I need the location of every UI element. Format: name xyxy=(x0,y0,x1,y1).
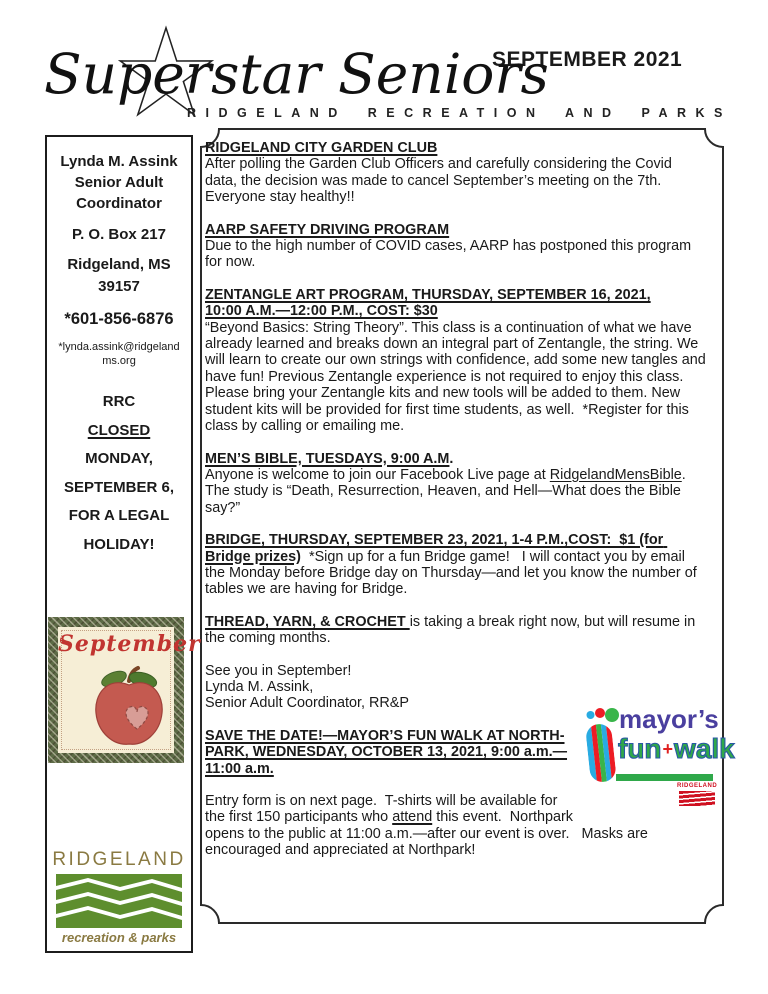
save-heading-line3: 11:00 a.m. xyxy=(205,760,274,777)
aarp-body: Due to the high number of COVID cases, AARP has postponed this program for now. xyxy=(205,238,696,271)
footprint-icon xyxy=(585,706,619,784)
funwalk-ridgeland-badge xyxy=(677,783,717,806)
funwalk-word-funwalk xyxy=(618,732,735,764)
ridgeland-logo-tagline: recreation & parks xyxy=(61,930,177,945)
ridgeland-waves-icon xyxy=(56,874,182,928)
ridgeland-logo-name: RIDGELAND xyxy=(52,849,186,870)
september-graphic xyxy=(48,617,201,763)
closure-notice xyxy=(47,393,191,564)
funwalk-plus-icon: + xyxy=(662,738,674,759)
issue-date: SEPTEMBER 2021 xyxy=(492,48,683,71)
closure-closed: CLOSED xyxy=(87,421,151,439)
mens-bible-body-pre: Anyone is welcome to join our Facebook Live page at xyxy=(205,466,550,483)
save-heading-line2: PARK, WEDNESDAY, OCTOBER 13, 2021, 9:00 a.m.— xyxy=(205,744,568,761)
garden-club-body: After polling the Garden Club Officers and carefully considering the Covid data, the decision was made to cancel September’s meeting on the 7th. Everyone stay healthy!! xyxy=(205,156,676,206)
funwalk-badge-waves-icon xyxy=(679,791,715,806)
contact-role-line2: Coordinator xyxy=(76,195,162,212)
contact-block xyxy=(47,151,191,368)
zentangle-body: “Beyond Basics: String Theory”. This class is a continuation of what we have already learned and breaks down an integral part of Zentangle, the string. We will learn to create our own strings with confidence, add some new tangles and have fun! Previous Zentangle experience is not required to enjoy this class. Please bring your Zentangle kits and new tools will be added to them. New student kits will be provided for first time students, as well. *Register for this class by calling or emailing me. xyxy=(205,319,710,435)
thread-paragraph xyxy=(205,614,707,647)
bridge-heading: BRIDGE, THURSDAY, SEPTEMBER 23, 2021, 1-4 P.M.,COST: $1 (for Bridge prizes) xyxy=(205,532,668,565)
contact-city: Ridgeland, MS xyxy=(67,256,171,273)
entry-body-post: this event. Northpark opens to the public at 11:00 a.m.—after our event is over. Masks are encouraged and appreciated at Northpark! xyxy=(205,809,652,859)
section-garden-club xyxy=(205,140,707,206)
funwalk-word-mayors: mayor’s xyxy=(619,703,719,734)
zentangle-heading xyxy=(205,287,707,320)
funwalk-word-walk: walk xyxy=(674,732,735,764)
ridgeland-rec-parks-logo xyxy=(47,849,191,945)
funwalk-badge-name: RIDGELAND xyxy=(677,782,718,789)
mens-bible-heading-tail: . xyxy=(449,450,454,467)
section-mens-bible xyxy=(205,451,707,517)
newsletter-body xyxy=(205,140,735,875)
contact-po-box: P. O. Box 217 xyxy=(72,226,166,243)
mens-bible-body-post: . The study is “Death, Resurrection, Heaven, and Hell—What does the Bible say?” xyxy=(205,466,694,516)
closure-line: FOR A LEGAL xyxy=(68,507,170,524)
contact-role-line1: Senior Adult xyxy=(74,174,164,191)
closure-line: HOLIDAY! xyxy=(83,535,155,553)
thread-heading: THREAD, YARN, & CROCHET xyxy=(205,613,410,630)
bridge-body: *Sign up for a fun Bridge game! I will contact you by email the Monday before Bridge day on Thursday—and let you know the number of tables we are having for Bridge. xyxy=(205,548,701,598)
newsletter-subtitle: RIDGELAND RECREATION AND PARKS xyxy=(187,106,732,120)
closure-line: RRC xyxy=(102,393,136,410)
apple-icon xyxy=(85,665,173,753)
newsletter-title: Superstar Seniors xyxy=(44,42,549,106)
mens-bible-body xyxy=(205,467,707,516)
signoff-line1: See you in September! xyxy=(205,662,352,679)
bridge-paragraph xyxy=(205,532,707,598)
mens-bible-heading-text: MEN’S BIBLE, TUESDAYS, 9:00 A.M xyxy=(205,450,450,467)
mens-bible-heading xyxy=(205,451,707,467)
signoff-line3: Senior Adult Coordinator, RR&P xyxy=(205,695,409,712)
september-label: September xyxy=(58,631,201,657)
entry-body-pre: Entry form is on next page. T-shirts will be available for the first 150 participants who xyxy=(205,793,562,826)
save-heading-line1: SAVE THE DATE!—MAYOR’S FUN WALK AT NORTH- xyxy=(205,727,565,744)
mayors-fun-walk-logo xyxy=(585,702,735,808)
contact-name: Lynda M. Assink xyxy=(60,153,178,170)
thread-body: is taking a break right now, but will resume in the coming months. xyxy=(205,613,700,647)
signoff-line2: Lynda M. Assink, xyxy=(205,678,314,695)
section-aarp xyxy=(205,222,707,271)
contact-email: *lynda.assink@ridgelandms.org xyxy=(58,341,180,367)
garden-club-heading: RIDGELAND CITY GARDEN CLUB xyxy=(205,140,438,156)
sidebar xyxy=(45,135,201,953)
september-graphic-inner xyxy=(58,627,201,753)
facebook-page-link[interactable]: RidgelandMensBible xyxy=(549,466,682,483)
funwalk-underline-bar xyxy=(616,774,713,781)
zentangle-heading-line1: ZENTANGLE ART PROGRAM, THURSDAY, SEPTEMBER 16, 2021, xyxy=(205,286,651,303)
closure-line: MONDAY, xyxy=(85,450,153,467)
section-thread-yarn-crochet xyxy=(205,614,707,647)
funwalk-word-fun: fun xyxy=(618,732,662,764)
aarp-heading: AARP SAFETY DRIVING PROGRAM xyxy=(205,221,450,238)
closure-line: SEPTEMBER 6, xyxy=(63,478,175,496)
contact-phone: *601-856-6876 xyxy=(64,310,174,328)
contact-zip: 39157 xyxy=(98,278,140,295)
closure-line xyxy=(47,422,191,439)
section-bridge xyxy=(205,532,707,598)
zentangle-heading-line2: 10:00 A.M.—12:00 P.M., COST: $30 xyxy=(205,303,438,320)
section-zentangle xyxy=(205,286,710,435)
entry-attend-word: attend xyxy=(392,809,433,826)
